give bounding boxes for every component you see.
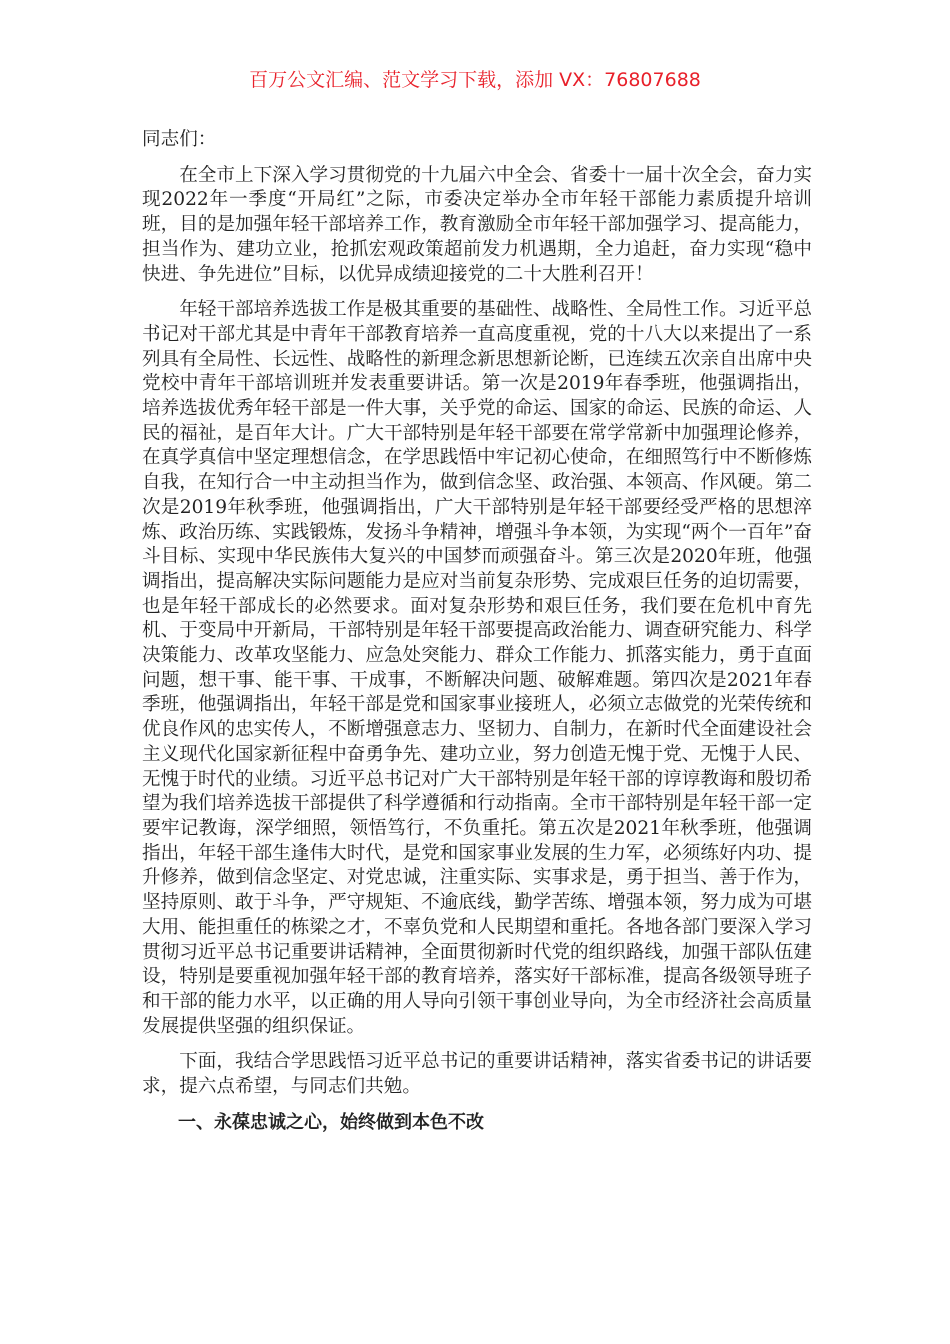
promo-banner: 百万公文汇编、范文学习下载，添加 VX：76807688	[249, 69, 701, 91]
document-body	[142, 128, 812, 1135]
paragraph-intro: 在全市上下深入学习贯彻党的十九届六中全会、省委十一届十次全会，奋力实现2022年一季度“开局红”之际，市委决定举办全市年轻干部能力素质提升培训班，目的是加强年轻干部培养工作，教育激励全市年轻干部加强学习、提高能力，担当作为、建功立业，抢抓宏观政策超前发力机遇期，全力追赶，奋力实现“稳中快进、争先进位”目标，以优异成绩迎接党的二十大胜利召开！	[142, 164, 812, 285]
paragraph-background: 年轻干部培养选拔工作是极其重要的基础性、战略性、全局性工作。习近平总书记对干部尤其是中青年干部教育培养一直高度重视，党的十八大以来提出了一系列具有全局性、长远性、战略性的新理念新思想新论断，已连续五次亲自出席中央党校中青年干部培训班并发表重要讲话。第一次是2019年春季班，他强调指出，培养选拔优秀年轻干部是一件大事，关乎党的命运、国家的命运、民族的命运、人民的福祉，是百年大计。广大干部特别是年轻干部要在常学常新中加强理论修养，在真学真信中坚定理想信念，在学思践悟中牢记初心使命，在细照笃行中不断修炼自我，在知行合一中主动担当作为，做到信念坚、政治强、本领高、作风硬。第二次是2019年秋季班，他强调指出，广大干部特别是年轻干部要经受严格的思想淬炼、政治历练、实践锻炼，发扬斗争精神，增强斗争本领，为实现“两个一百年”奋斗目标、实现中华民族伟大复兴的中国梦而顽强奋斗。第三次是2020年班，他强调指出，提高解决实际问题能力是应对当前复杂形势、完成艰巨任务的迫切需要，也是年轻干部成长的必然要求。面对复杂形势和艰巨任务，我们要在危机中育先机、于变局中开新局，干部特别是年轻干部要提高政治能力、调查研究能力、科学决策能力、改革攻坚能力、应急处突能力、群众工作能力、抓落实能力，勇于直面问题，想干事、能干事、干成事，不断解决问题、破解难题。第四次是2021年春季班，他强调指出，年轻干部是党和国家事业接班人，必须立志做党的光荣传统和优良作风的忠实传人，不断增强意志力、坚韧力、自制力，在新时代全面建设社会主义现代化国家新征程中奋勇争先、建功立业，努力创造无愧于党、无愧于人民、无愧于时代的业绩。习近平总书记对广大干部特别是年轻干部的谆谆教诲和殷切希望为我们培养选拔干部提供了科学遵循和行动指南。全市干部特别是年轻干部一定要牢记教诲，深学细照，领悟笃行，不负重托。第五次是2021年秋季班，他强调指出，年轻干部生逢伟大时代，是党和国家事业发展的生力军，必须练好内功、提升修养，做到信念坚定、对党忠诚，注重实际、实事求是，勇于担当、善于作为，坚持原则、敢于斗争，严守规矩、不逾底线，勤学苦练、增强本领，努力成为可堪大用、能担重任的栋梁之才，不辜负党和人民期望和重托。各地各部门要深入学习贯彻习近平总书记重要讲话精神，全面贯彻新时代党的组织路线，加强干部队伍建设，特别是要重视加强年轻干部的教育培养，落实好干部标准，提高各级领导班子和干部的能力水平，以正确的用人导向引领干事创业导向，为全市经济社会高质量发展提供坚强的组织保证。	[142, 299, 812, 1037]
section-heading: 一、永葆忠诚之心，始终做到本色不改	[178, 1111, 484, 1133]
paragraph-transition: 下面，我结合学思践悟习近平总书记的重要讲话精神，落实省委书记的讲话要求，提六点希望，与同志们共勉。	[142, 1051, 812, 1098]
salutation: 同志们：	[142, 129, 217, 150]
